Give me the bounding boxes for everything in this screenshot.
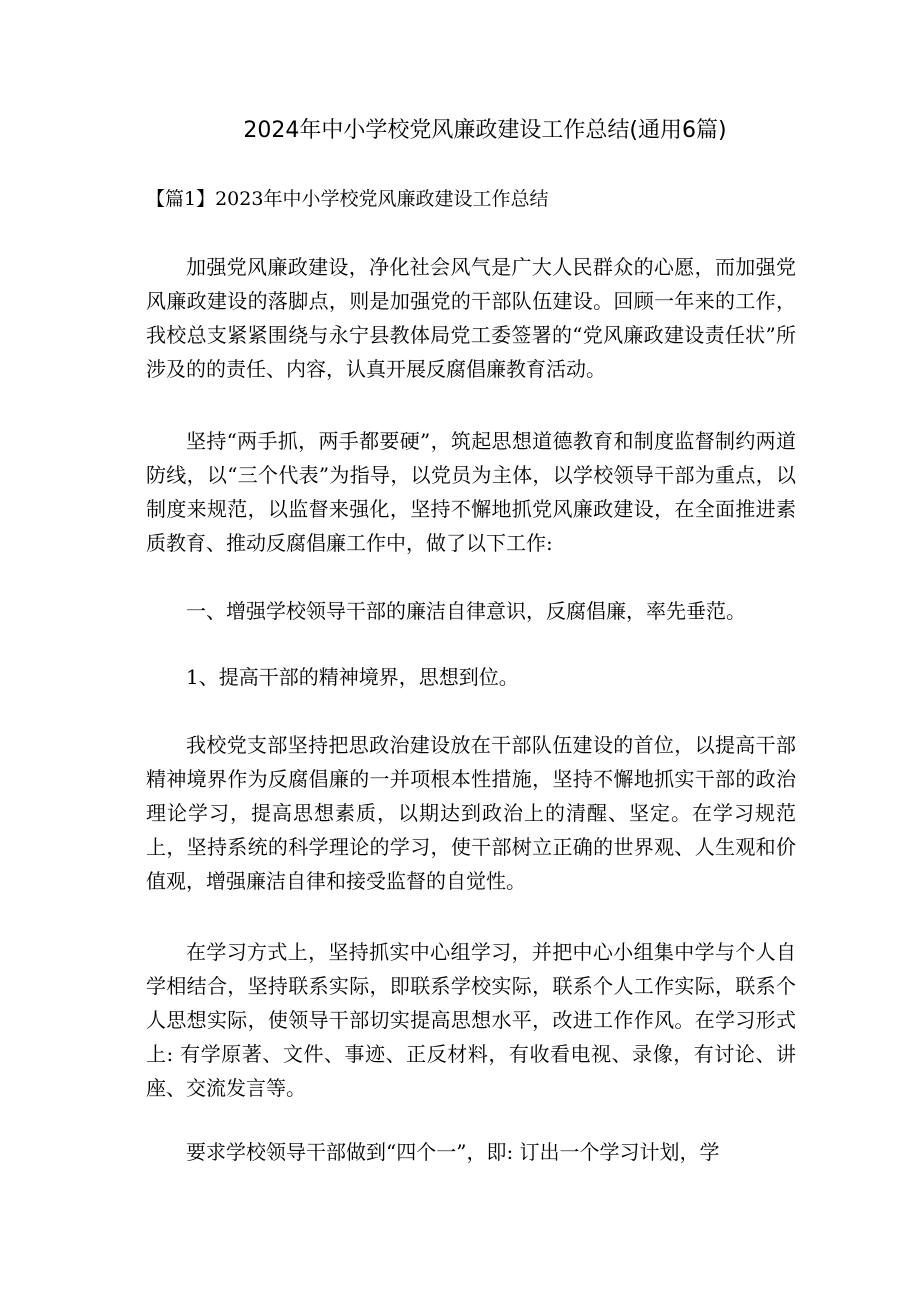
paragraph-7: 要求学校领导干部做到“四个一”，即: 订出一个学习计划，学	[186, 1140, 720, 1164]
paragraph-5: 我校党支部坚持把思政治建设放在干部队伍建设的首位，以提高干部精神境界作为反腐倡廉的一并项根本性措施，坚持不懈地抓实干部的政治理论学习，提高思想素质，以期达到政治上的清醒、坚定。在学习规范上，坚持系统的科学理论的学习，使干部树立正确的世界观、人生观和价值观，增强廉洁自律和接受监督的自觉性。	[146, 733, 796, 893]
paragraph-6: 在学习方式上，坚持抓实中心组学习，并把中心小组集中学与个人自学相结合，坚持联系实际，即联系学校实际，联系个人工作实际，联系个人思想实际，使领导干部切实提高思想水平，改进工作作风。在学习形式上: 有学原著、文件、事迹、正反材料，有收看电视、录像，有讨论、讲座、交流发言等。	[146, 940, 796, 1100]
paragraph-3: 一、增强学校领导干部的廉洁自律意识，反腐倡廉，率先垂范。	[186, 599, 746, 623]
section-heading: 【篇1】2023年中小学校党风廉政建设工作总结	[146, 188, 549, 210]
paragraph-4: 1、提高干部的精神境界，思想到位。	[186, 665, 519, 689]
document-title: 2024年中小学校党风廉政建设工作总结(通用6篇)	[243, 118, 727, 143]
paragraph-2: 坚持“两手抓，两手都要硬”，筑起思想道德教育和制度监督制约两道防线，以“三个代表”为指导，以党员为主体，以学校领导干部为重点，以制度来规范，以监督来强化，坚持不懈地抓党风廉政建设，在全面推进素质教育、推动反腐倡廉工作中，做了以下工作:	[146, 429, 796, 555]
paragraph-1: 加强党风廉政建设，净化社会风气是广大人民群众的心愿，而加强党风廉政建设的落脚点，则是加强党的干部队伍建设。回顾一年来的工作，我校总支紧紧围绕与永宁县教体局党工委签署的“党风廉政建设责任状”所涉及的的责任、内容，认真开展反腐倡廉教育活动。	[146, 255, 796, 381]
